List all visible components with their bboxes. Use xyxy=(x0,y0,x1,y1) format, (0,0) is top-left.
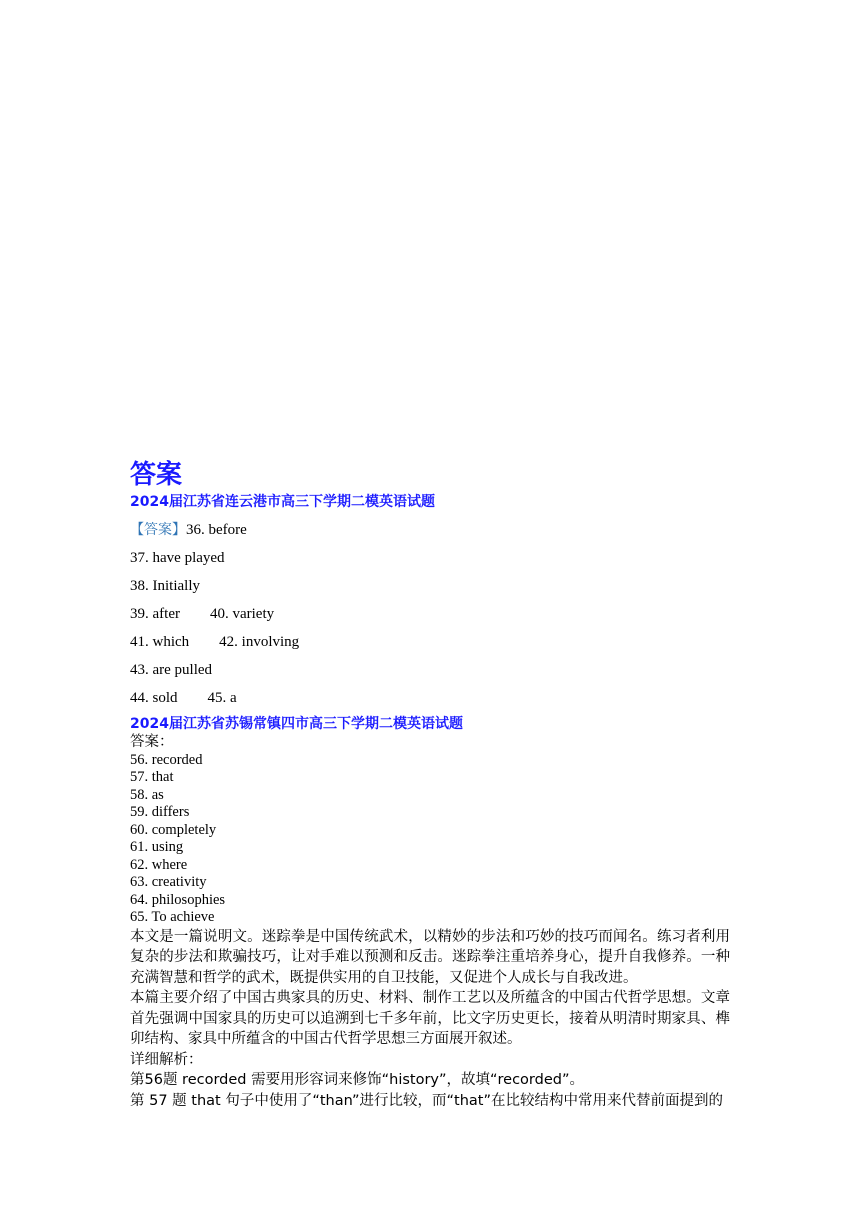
section1-answers xyxy=(130,516,730,712)
answer-line xyxy=(130,684,730,712)
answer-item: 57. that xyxy=(130,769,174,785)
answer-item: 44. sold xyxy=(130,690,178,706)
answer-item: 56. recorded xyxy=(130,751,203,768)
section2-title: 2024届江苏省苏锡常镇四市高三下学期二模英语试题 xyxy=(130,716,463,732)
answer-item: 65. To achieve xyxy=(130,909,215,925)
answer-item: 37. have played xyxy=(130,550,225,566)
explanation-paragraph: 第 57 题 that 句子中使用了“than”进行比较，而“that”在比较结构中常用来代替前面提到的 xyxy=(130,1092,723,1109)
section2-answers xyxy=(130,734,730,927)
answer-item: 39. after xyxy=(130,606,180,622)
answer-item: 38. Initially xyxy=(130,578,200,594)
answer-item: 41. which xyxy=(130,634,190,650)
answer-line xyxy=(130,600,730,628)
answer-item: 62. where xyxy=(130,856,188,873)
answer-item: 58. as xyxy=(130,786,164,803)
answer-item: 42. involving xyxy=(219,634,300,650)
answer-label: 答案： xyxy=(130,734,174,750)
detail-label: 详细解析： xyxy=(130,1051,203,1068)
explanation-paragraph: 第56题 recorded 需要用形容词来修饰“history”，故填“recorded”。 xyxy=(130,1072,584,1088)
summary-paragraph: 本篇主要介绍了中国古典家具的历史、材料、制作工艺以及所蕴含的中国古代哲学思想。文章首先强调中国家具的历史可以追溯到七千多年前，比文字历史更长，接着从明清时期家具、榫卯结构、家具中所蕴含的中国古代哲学思想三方面展开叙述。 xyxy=(130,990,730,1047)
answer-line xyxy=(130,628,730,656)
answer-item: 64. philosophies xyxy=(130,891,226,908)
page-title: 答案 xyxy=(130,460,183,490)
answer-item: 59. differs xyxy=(130,804,190,820)
summary-paragraph: 本文是一篇说明文。迷踪拳是中国传统武术，以精妙的步法和巧妙的技巧而闻名。练习者利用复杂的步法和欺骗技巧，让对手难以预测和反击。迷踪拳注重培养身心，提升自我修养。一种充满智慧和哲学的武术，既提供实用的自卫技能，又促进个人成长与自我改进。 xyxy=(130,928,730,986)
answer-line xyxy=(130,516,730,544)
answer-tag: 【答案】 xyxy=(130,522,186,538)
section1-title: 2024届江苏省连云港市高三下学期二模英语试题 xyxy=(130,494,435,510)
answer-item: 63. creativity xyxy=(130,874,207,890)
answer-page xyxy=(130,458,730,1111)
answer-line xyxy=(130,656,730,684)
answer-item: 43. are pulled xyxy=(130,662,213,678)
answer-item: 45. a xyxy=(207,690,237,706)
answer-line xyxy=(130,572,730,600)
answer-line xyxy=(130,544,730,572)
answer-item: 40. variety xyxy=(209,606,275,622)
answer-item: 36. before xyxy=(186,522,247,538)
answer-item: 61. using xyxy=(130,839,184,855)
answer-item: 60. completely xyxy=(130,821,217,838)
